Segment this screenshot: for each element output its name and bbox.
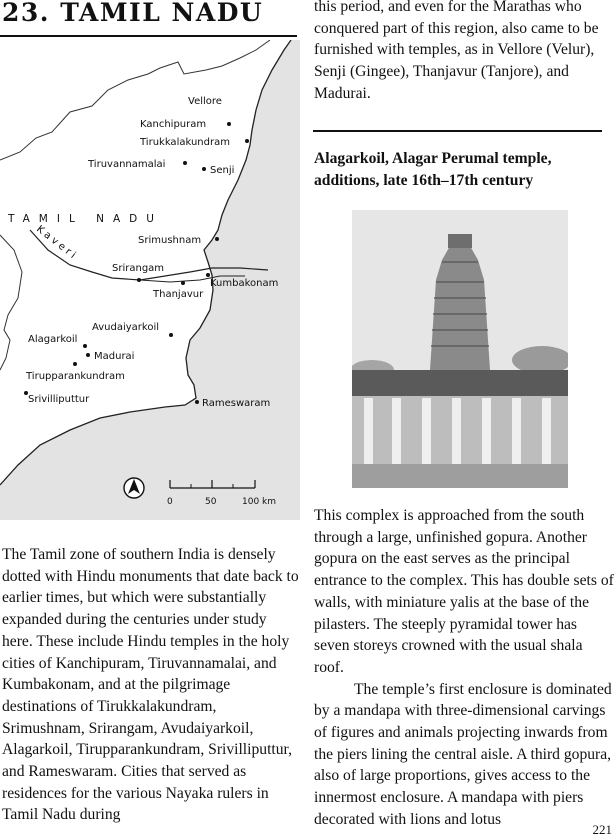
intro-paragraph: The Tamil zone of southern India is densely dotted with Hindu monuments that date back to earlier times, but which were substantially expanded during the centuries under study here. These include Hindu temples in the holy cities of Kanchipuram, Tiruvannamalai, and Kumbakonam, and at the pilgrimage destinations of Tirukkalakundram, Srimushnam, Srirangam, Avudaiyarkoil, Alagarkoil, Tirupparankundram, Srivilliputtur, and Rameswaram. Cities that served as residences for the various Nayaka rulers in Tamil Nadu during (2, 546, 299, 824)
state-border-west (0, 235, 22, 370)
place-dot-tirukkalakundram (245, 139, 249, 143)
scale-tick-100: 100 km (242, 497, 277, 507)
place-dot-srimushnam (215, 237, 219, 241)
intro-paragraph-continued: this period, and even for the Marathas who conquered part of this region, also came to be furnished with temples, as in Vellore (Velur), Senji (Gingee), Thanjavur (Tanjore), and Madurai. (314, 0, 599, 102)
place-label-kanchipuram: Kanchipuram (140, 119, 207, 130)
place-label-tirukkalakundram: Tirukkalakundram (140, 137, 230, 148)
place-dot-tirupparankundram (73, 362, 77, 366)
place-dot-madurai (86, 353, 90, 357)
page-number: 221 (592, 822, 612, 837)
place-label-avudaiyarkoil: Avudaiyarkoil (92, 322, 160, 333)
scale-tick-0: 0 (167, 497, 173, 507)
place-label-madurai: Madurai (94, 351, 135, 362)
place-label-srivilliputtur: Srivilliputtur (28, 394, 90, 405)
place-label-thanjavur: Thanjavur (153, 289, 204, 300)
place-label-kumbakonam: Kumbakonam (210, 278, 279, 289)
temple-photo (352, 210, 568, 488)
north-arrow-icon (124, 478, 144, 498)
place-label-rameswaram: Rameswaram (202, 398, 271, 409)
place-label-srirangam: Srirangam (112, 263, 165, 274)
place-dot-senji (202, 167, 206, 171)
place-dot-kumbakonam (206, 273, 210, 277)
place-dot-srirangam (137, 278, 141, 282)
place-label-vellore: Vellore (188, 96, 222, 107)
tamil-nadu-map (0, 40, 300, 520)
region-label: TAMIL NADU (8, 213, 163, 225)
place-dot-avudaiyarkoil (169, 333, 173, 337)
heading-rule (0, 35, 297, 37)
place-label-alagarkoil: Alagarkoil (28, 334, 78, 345)
section-title: Alagarkoil, Alagar Perumal temple, additions, late 16th–17th century (314, 150, 552, 189)
place-dot-rameswaram (195, 400, 199, 404)
place-dot-kanchipuram (227, 122, 231, 126)
page-heading: 23. TAMIL NADU (2, 0, 264, 27)
description-paragraph-2: The temple’s first enclosure is dominated by a mandapa with three-dimensional carvings of figures and animals projecting inwards from the piers lining the central aisle. A third gopura, also of large proportions, gives access to the innermost enclosure. A mandapa with piers decorated with lions and lotus (314, 680, 612, 828)
section-rule (313, 130, 602, 132)
place-label-srimushnam: Srimushnam (138, 235, 202, 246)
description-paragraph-1: This complex is approached from the south through a large, unfinished gopura. Another gopura on the east serves as the principal entrance to the complex. This has double sets of walls, with miniature yalis at the base of the pilasters. The steeply pyramidal tower has seven storeys crowned with the usual shala roof. (314, 507, 614, 676)
place-label-tiruvannamalai: Tiruvannamalai (88, 159, 166, 170)
scale-tick-50: 50 (205, 497, 217, 507)
temple-description (314, 505, 614, 831)
place-dot-tiruvannamalai (183, 161, 187, 165)
place-dot-thanjavur (181, 281, 185, 285)
place-label-tirupparankundram: Tirupparankundram (26, 371, 125, 382)
place-dot-alagarkoil (83, 344, 87, 348)
river-label: Kaveri (34, 223, 80, 263)
place-label-senji: Senji (210, 165, 235, 176)
